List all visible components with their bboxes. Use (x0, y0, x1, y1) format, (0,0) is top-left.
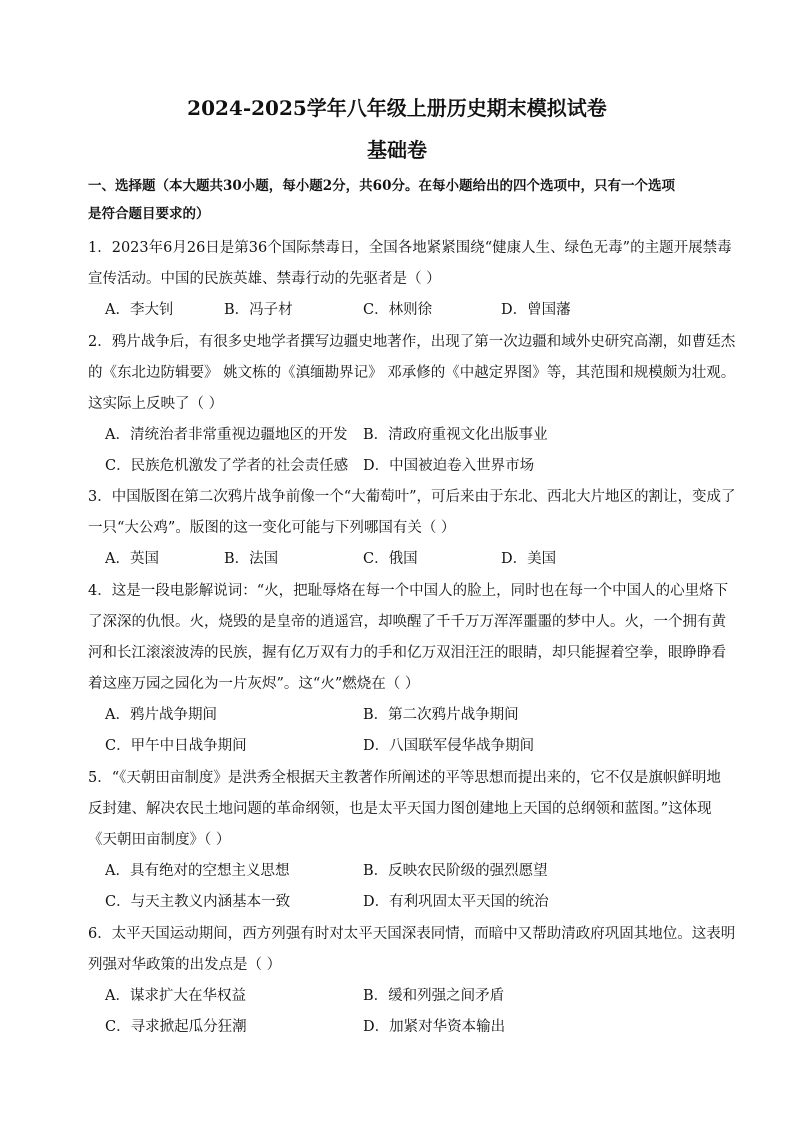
option-c: C．林则徐 (363, 302, 433, 318)
section-heading-line: 一、选择题（本大题共30小题，每小题2分，共60分。在每小题给出的四个选项中，只有一个选项 (88, 178, 675, 194)
section-heading-line: 是符合题目要求的） (88, 206, 210, 222)
question-text-line: 着这座万园之园化为一片灰烬”。这“火”燃烧在（ ） (88, 676, 420, 692)
option-c: C．与天主教义内涵基本一致 (105, 894, 291, 910)
option-a: A．清统治者非常重视边疆地区的开发 (105, 427, 348, 443)
question-text-line: 反封建、解决农民土地问题的革命纲领，也是太平天国力图创建地上天国的总纲领和蓝图。”这体现 (88, 801, 712, 817)
question-text-line: 的《东北边防辑要》 姚文栋的《滇缅勘界记》 邓承修的《中越定界图》等，其范围和规模颇为壮观。 (88, 365, 736, 381)
option-a: A．英国 (105, 551, 159, 567)
option-b: B．反映农民阶级的强烈愿望 (363, 863, 548, 879)
question-text-line: 4．这是一段电影解说词：“火，把耻辱烙在每一个中国人的脸上，同时也在每一个中国人的心里烙下 (88, 583, 729, 599)
option-d: D．中国被迫卷入世界市场 (363, 458, 535, 474)
option-b: B．法国 (224, 551, 279, 567)
option-a: A．具有绝对的空想主义思想 (105, 863, 290, 879)
question-text-line: 6．太平天国运动期间，西方列强有时对太平天国深表同情，而暗中又帮助清政府巩固其地位。这表明 (88, 926, 736, 942)
option-c: C．甲午中日战争期间 (105, 738, 247, 754)
option-c: C．俄国 (363, 551, 418, 567)
question-text-line: 一只“大公鸡”。版图的这一变化可能与下列哪国有关（ ） (88, 520, 456, 536)
option-c: C．寻求掀起瓜分狂潮 (105, 1019, 247, 1035)
option-a: A．谋求扩大在华权益 (105, 988, 246, 1004)
option-d: D．曾国藩 (501, 302, 571, 318)
option-b: B．清政府重视文化出版事业 (363, 427, 548, 443)
page-title: 2024-2025学年八年级上册历史期末模拟试卷 (187, 96, 607, 120)
option-b: B．冯子材 (224, 302, 293, 318)
question-text-line: 5．“《天朝田亩制度》是洪秀全根据天主教著作所阐述的平等思想而提出来的，它不仅是旗帜鲜明地 (88, 770, 721, 786)
question-text-line: 《天朝田亩制度》（ ） (88, 832, 231, 848)
option-a: A．李大钊 (105, 302, 174, 318)
option-d: D．加紧对华资本输出 (363, 1019, 506, 1035)
question-text-line: 2．鸦片战争后，有很多史地学者撰写边疆史地著作，出现了第一次边疆和域外史研究高潮，如曹廷杰 (88, 334, 736, 350)
option-b: B．缓和列强之间矛盾 (363, 988, 505, 1004)
question-text-line: 宣传活动。中国的民族英雄、禁毒行动的先驱者是（ ） (88, 271, 441, 287)
option-d: D．八国联军侵华战争期间 (363, 738, 535, 754)
question-text-line: 3．中国版图在第二次鸦片战争前像一个“大葡萄叶”，可后来由于东北、西北大片地区的割让，变成了 (88, 489, 736, 505)
section-heading (88, 172, 718, 228)
option-d: D．美国 (501, 551, 557, 567)
question-text-line: 1．2023年6月26日是第36个国际禁毒日，全国各地紧紧围绕“健康人生、绿色无毒”的主题开展禁毒 (88, 240, 732, 256)
option-c: C．民族危机激发了学者的社会责任感 (105, 458, 349, 474)
question-text-line: 河和长江滚滚波涛的民族，握有亿万双有力的手和亿万双泪汪汪的眼睛，却只能握着空拳，眼睁睁看 (88, 645, 726, 661)
option-a: A．鸦片战争期间 (105, 707, 217, 723)
question-text-line: 列强对华政策的出发点是（ ） (88, 957, 282, 973)
option-d: D．有利巩固太平天国的统治 (363, 894, 549, 910)
page-subtitle: 基础卷 (367, 138, 427, 162)
question-text-line: 了深深的仇恨。火，烧毁的是皇帝的逍遥宫，却唤醒了千千万万浑浑噩噩的梦中人。火，一个拥有黄 (88, 614, 726, 630)
option-b: B．第二次鸦片战争期间 (363, 707, 519, 723)
question-text-line: 这实际上反映了（ ） (88, 396, 224, 412)
